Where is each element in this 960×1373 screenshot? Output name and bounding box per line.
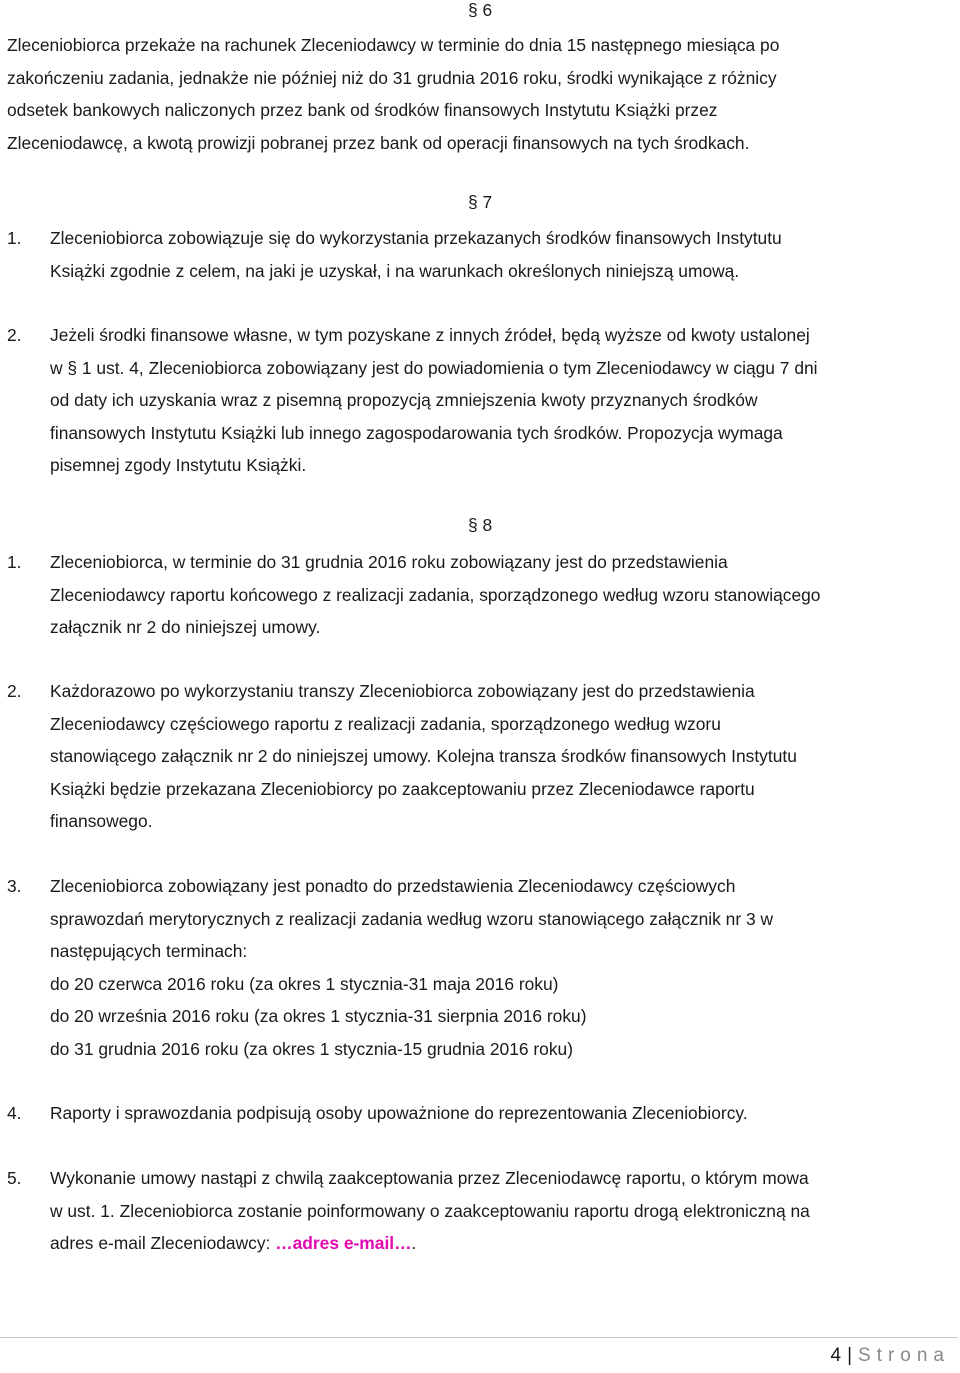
item-number: 2. <box>7 325 22 345</box>
section-6-heading: § 6 <box>468 0 493 20</box>
item-line: Zleceniobiorca, w terminie do 31 grudnia 2016 roku zobowiązany jest do przedstawienia <box>50 552 728 572</box>
paragraph-line: Zleceniobiorca przekaże na rachunek Zleceniodawcy w terminie do dnia 15 następnego miesiąca po <box>7 35 780 55</box>
item-line: Każdorazowo po wykorzystaniu transzy Zleceniobiorca zobowiązany jest do przedstawienia <box>50 681 755 701</box>
item-line: w ust. 1. Zleceniobiorca zostanie poinformowany o zaakceptowaniu raportu drogą elektroniczną na <box>50 1200 810 1221</box>
item-number: 3. <box>7 876 22 896</box>
item-line: następujących terminach: <box>50 941 248 961</box>
page-footer <box>831 1345 951 1367</box>
item-line: Zleceniodawcy częściowego raportu z realizacji zadania, sporządzonego według wzoru <box>50 713 721 734</box>
footer-page-word: Strona <box>858 1345 950 1366</box>
section-7-heading: § 7 <box>468 192 493 212</box>
item-line: Zleceniobiorca zobowiązany jest ponadto do przedstawienia Zleceniodawcy częściowych <box>50 876 736 896</box>
paragraph-line: Zleceniodawcę, a kwotą prowizji pobranej przez bank od operacji finansowych na tych środkach. <box>7 132 750 153</box>
item-line: od daty ich uzyskania wraz z pisemną propozycją zmniejszenia kwoty przyznanych środków <box>50 390 758 410</box>
item-line: Zleceniobiorca zobowiązuje się do wykorzystania przekazanych środków finansowych Instytutu <box>50 228 782 248</box>
email-suffix: . <box>411 1233 417 1253</box>
item-number: 1. <box>7 228 22 248</box>
item-line: Wykonanie umowy nastąpi z chwilą zaakceptowania przez Zleceniodawcę raportu, o którym mowa <box>50 1168 809 1188</box>
section-8-heading: § 8 <box>468 515 493 535</box>
item-line: Jeżeli środki finansowe własne, w tym pozyskane z innych źródeł, będą wyższe od kwoty ustalonej <box>50 325 810 345</box>
item-line: w § 1 ust. 4, Zleceniobiorca zobowiązany jest do powiadomienia o tym Zleceniodawcy w ciągu 7 dni <box>50 357 818 378</box>
item-line: sprawozdań merytorycznych z realizacji zadania według wzoru stanowiącego załącznik nr 3 w <box>50 908 774 929</box>
item-line: pisemnej zgody Instytutu Książki. <box>50 455 307 475</box>
item-line: Raporty i sprawozdania podpisują osoby upoważnione do reprezentowania Zleceniobiorcy. <box>50 1103 748 1123</box>
item-line: Książki zgodnie z celem, na jaki je uzyskał, i na warunkach określonych niniejszą umową. <box>50 260 740 281</box>
paragraph-line: odsetek bankowych naliczonych przez bank od środków finansowych Instytutu Książki przez <box>7 100 718 120</box>
footer-divider <box>0 1337 958 1338</box>
item-line: do 31 grudnia 2016 roku (za okres 1 stycznia-15 grudnia 2016 roku) <box>50 1038 574 1059</box>
item-line: do 20 czerwca 2016 roku (za okres 1 stycznia-31 maja 2016 roku) <box>50 973 559 994</box>
item-number: 5. <box>7 1168 22 1188</box>
footer-separator: | <box>847 1345 853 1366</box>
email-prefix: adres e-mail Zleceniodawcy: <box>50 1233 276 1253</box>
item-line: załącznik nr 2 do niniejszej umowy. <box>50 617 321 637</box>
item-line-email <box>50 1227 953 1260</box>
item-number: 4. <box>7 1103 22 1123</box>
item-line: do 20 września 2016 roku (za okres 1 stycznia-31 sierpnia 2016 roku) <box>50 1006 587 1026</box>
item-line: stanowiącego załącznik nr 2 do niniejszej umowy. Kolejna transza środków finansowych Instytutu <box>50 746 797 766</box>
item-line: Książki będzie przekazana Zleceniobiorcy po zaakceptowaniu przez Zleceniodawce raportu <box>50 778 755 799</box>
item-line: Zleceniodawcy raportu końcowego z realizacji zadania, sporządzonego według wzoru stanowiącego <box>50 584 821 605</box>
section-6-paragraph <box>7 29 947 159</box>
item-line: finansowego. <box>50 811 153 831</box>
item-number: 1. <box>7 552 22 572</box>
item-line: finansowych Instytutu Książki lub innego zagospodarowania tych środków. Propozycja wymaga <box>50 422 783 443</box>
email-placeholder: …adres e-mail… <box>275 1233 412 1253</box>
paragraph-line: zakończeniu zadania, jednakże nie później niż do 31 grudnia 2016 roku, środki wynikające z różnicy <box>7 67 777 88</box>
item-number: 2. <box>7 681 22 701</box>
page-number: 4 <box>830 1345 842 1366</box>
